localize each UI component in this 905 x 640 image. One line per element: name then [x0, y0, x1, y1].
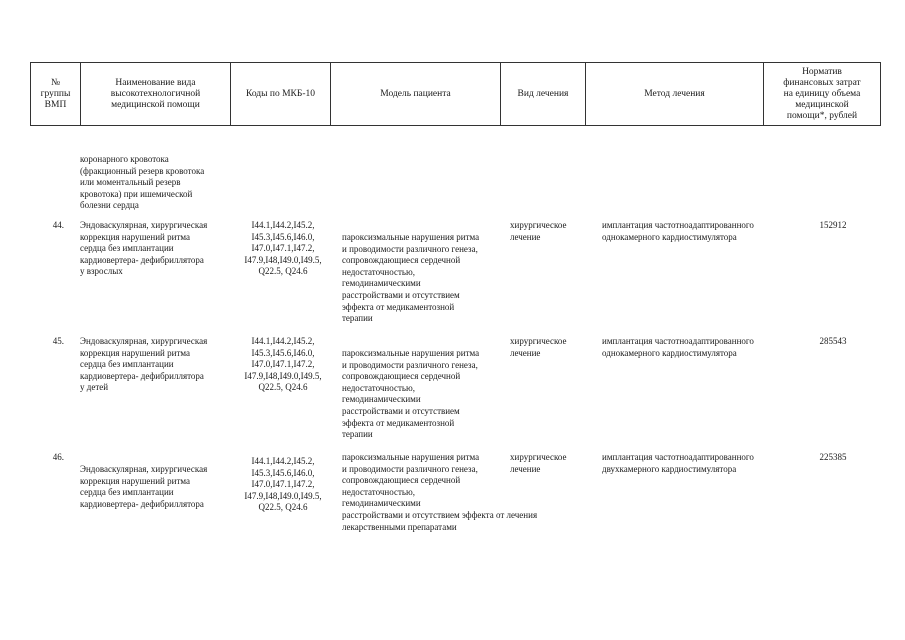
- row-number: 45.: [52, 336, 64, 346]
- row-treatment-method: имплантация частотноадаптированного двухкамерного кардиостимулятора: [602, 452, 754, 474]
- row-patient-model: пароксизмальные нарушения ритма и проводимости различного генеза, сопровождающиеся сердечной недостаточностью, гемодинамическими расстройствами и отсутствием эффекта от медикаментозной терапии: [342, 232, 480, 324]
- continuation-name: коронарного кровотока (фракционный резерв кровотока или моментальный резерв кровотока) при ишемической болезни сердца: [80, 154, 205, 211]
- header-patient-model: Модель пациента: [331, 63, 501, 126]
- row-cost: 152912: [819, 220, 847, 230]
- row-treatment-type: хирургическое лечение: [510, 336, 567, 358]
- row-treatment-method: имплантация частотноадаптированного однокамерного кардиостимулятора: [602, 220, 754, 242]
- row-cost: 285543: [819, 336, 847, 346]
- row-patient-model: пароксизмальные нарушения ритма и проводимости различного генеза, сопровождающиеся сердечной недостаточностью, гемодинамическими расстройствами и отсутствием эффекта от лечения лекарственными препаратами: [342, 452, 538, 532]
- header-group-number: № группы ВМП: [31, 63, 81, 126]
- row-icd10-codes: I44.1,I44.2,I45.2, I45.3,I45.6,I46.0, I47.0,I47.1,I47.2, I47.9,I48,I49.0,I49.5, Q22.5, Q24.6: [244, 220, 322, 277]
- row-treatment-type: хирургическое лечение: [510, 452, 567, 474]
- table-header: [30, 62, 881, 126]
- row-icd10-codes: I44.1,I44.2,I45.2, I45.3,I45.6,I46.0, I47.0,I47.1,I47.2, I47.9,I48,I49.0,I49.5, Q22.5, Q24.6: [244, 336, 322, 393]
- row-number: 46.: [52, 452, 64, 462]
- row-patient-model: пароксизмальные нарушения ритма и проводимости различного генеза, сопровождающиеся сердечной недостаточностью, гемодинамическими расстройствами и отсутствием эффекта от медикаментозной терапии: [342, 348, 480, 440]
- row-treatment-type: хирургическое лечение: [510, 220, 567, 242]
- header-cost-norm: Норматив финансовых затрат на единицу объема медицинской помощи*, рублей: [764, 63, 881, 126]
- row-icd10-codes: I44.1,I44.2,I45.2, I45.3,I45.6,I46.0, I47.0,I47.1,I47.2, I47.9,I48,I49.0,I49.5, Q22.5, Q24.6: [244, 456, 322, 513]
- row-care-name: Эндоваскулярная, хирургическая коррекция нарушений ритма сердца без имплантации кардиовертера- дефибриллятора: [80, 464, 208, 509]
- header-care-type-name: Наименование вида высокотехнологичной медицинской помощи: [81, 63, 231, 126]
- header-treatment-type: Вид лечения: [501, 63, 586, 126]
- header-treatment-method: Метод лечения: [586, 63, 764, 126]
- row-cost: 225385: [819, 452, 847, 462]
- header-icd10-codes: Коды по МКБ-10: [231, 63, 331, 126]
- row-care-name: Эндоваскулярная, хирургическая коррекция нарушений ритма сердца без имплантации кардиовертера- дефибриллятора у взрослых: [80, 220, 208, 277]
- row-number: 44.: [52, 220, 64, 230]
- row-treatment-method: имплантация частотноадаптированного однокамерного кардиостимулятора: [602, 336, 754, 358]
- row-care-name: Эндоваскулярная, хирургическая коррекция нарушений ритма сердца без имплантации кардиовертера- дефибриллятора у детей: [80, 336, 208, 393]
